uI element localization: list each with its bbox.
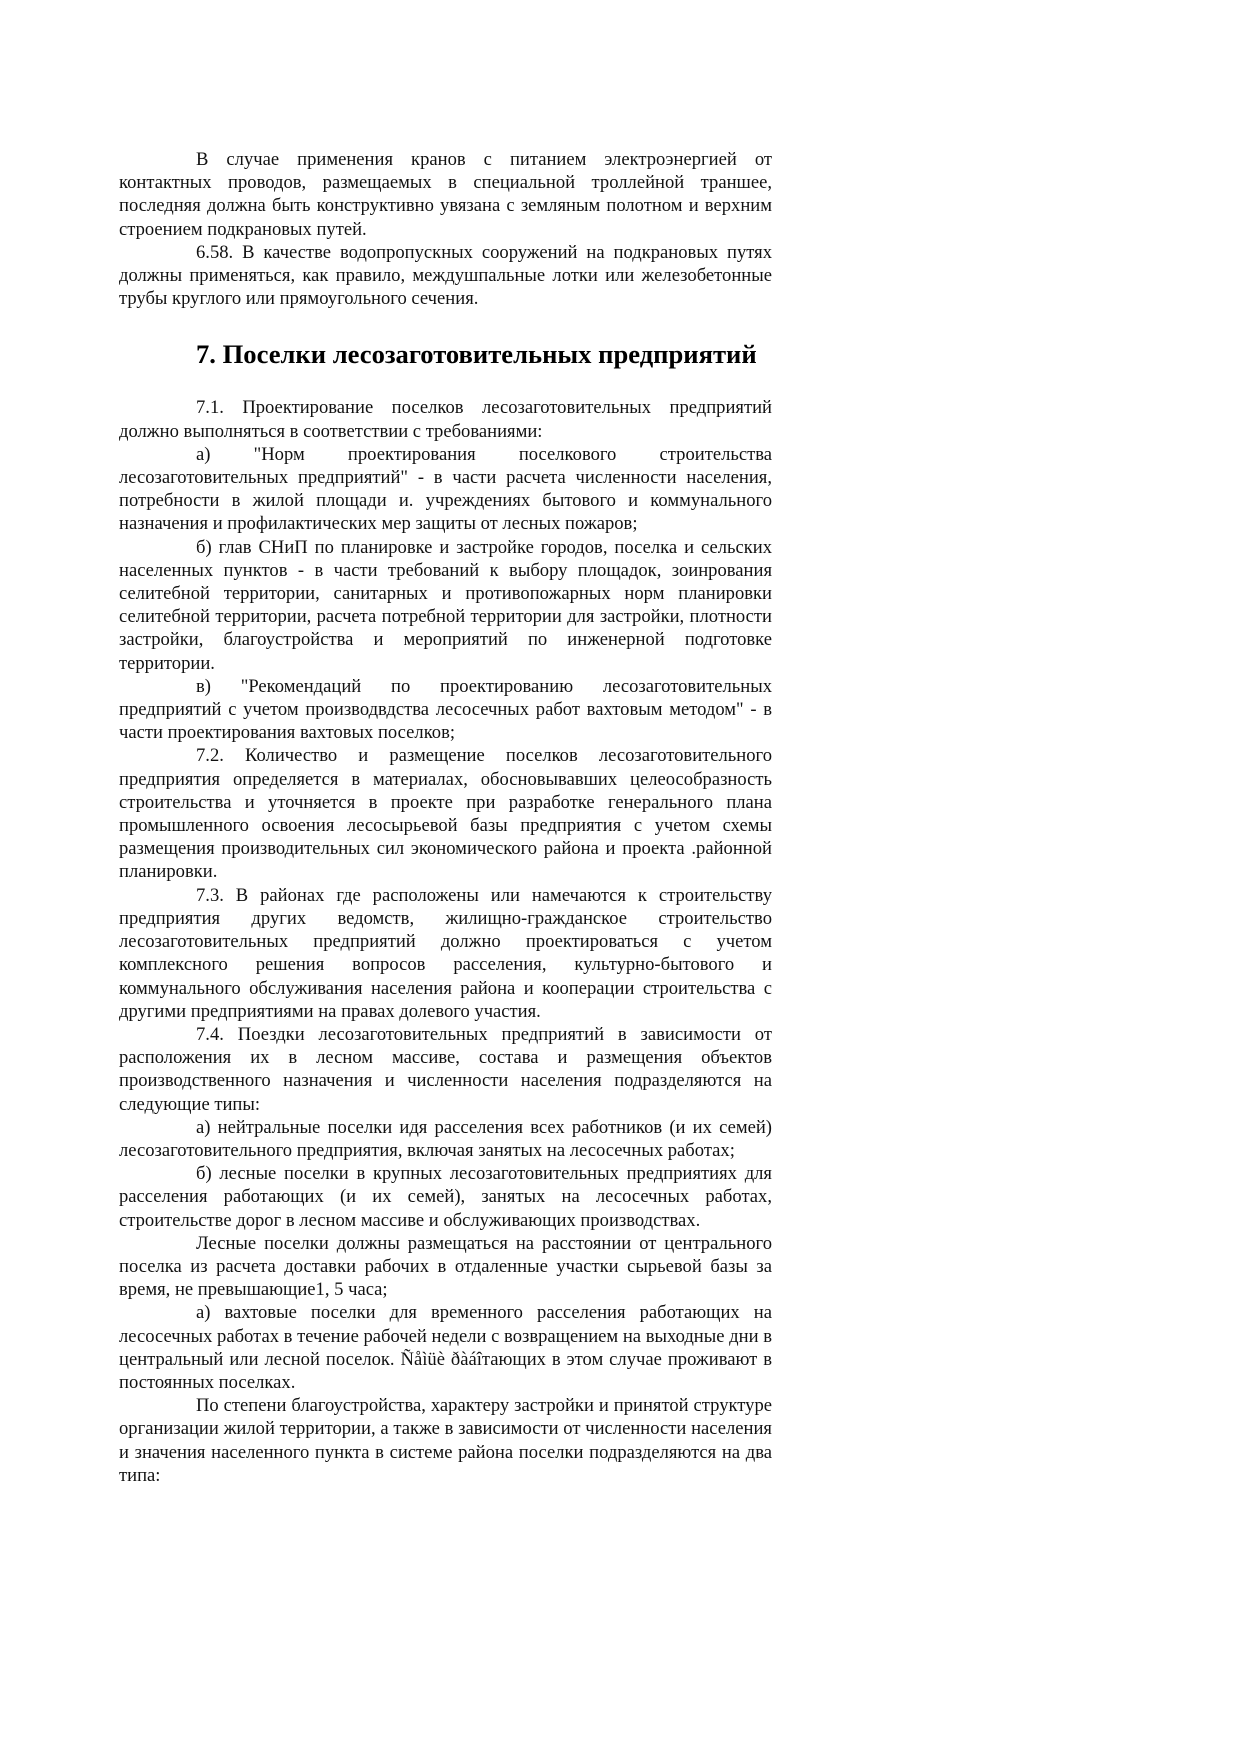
paragraph-7-1-b: б) глав СНиП по планировке и застройке городов, поселка и сельских населенных пунктов - в части требований к выбору площадок, зоинрования селитебной территории, санитарных и противопожарных норм планировки селитебной территории, расчета потребной территории для застройки, плотности застройки, благоустройства и мероприятий по инженерной подготовке территории. [119, 536, 772, 674]
paragraph-settlement-types: По степени благоустройства, характеру застройки и принятой структуре организации жилой территории, а также в зависимости от численности населения и значения населенного пункта в системе района поселки подразделяются на два типа: [119, 1395, 772, 1486]
paragraph-7-1-v: в) "Рекомендаций по проектированию лесозаготовительных предприятий с учетом производвдства лесосечных работ вахтовым методом" - в части проектирования вахтовых поселков; [119, 675, 772, 744]
paragraph-shift-settlements: а) вахтовые поселки для временного расселения работающих на лесосечных работах в течение рабочей недели с возвращением на выходные дни в центральный или лесной поселок. Ñåìüè ðàáîтающих в этом случае проживают в постоянных поселках. [119, 1302, 772, 1393]
paragraph-7-3: 7.3. В районах где расположены или намечаются к строительству предприятия других ведомств, жилищно-гражданское строительство лесозаготовительных предприятий должно проектироваться с учетом комплексного решения вопросов расселения, культурно-бытового и коммунального обслуживания населения района и кооперации строительства с другими предприятиями на правах долевого участия. [119, 884, 772, 1022]
paragraph-troll-trench: В случае применения кранов с питанием электроэнергией от контактных проводов, размещаемых в специальной троллейной траншее, последняя должна быть конструктивно увязана с земляным полотном и верхним строением подкрановых путей. [119, 149, 772, 240]
paragraph-forest-settlements: Лесные поселки должны размещаться на расстоянии от центрального поселка из расчета доставки рабочих в отдаленные участки сырьевой базы за время, не превышающие1, 5 часа; [119, 1232, 772, 1301]
paragraph-7-4-a: а) нейтральные поселки идя расселения всех работников (и их семей) лесозаготовительного предприятия, включая занятых на лесосечных работах; [119, 1116, 772, 1161]
paragraph-7-4-b: б) лесные поселки в крупных лесозаготовительных предприятиях для расселения работающих (и их семей), занятых на лесосечных работах, строительстве дорог в лесном массиве и обслуживающих производствах. [119, 1163, 772, 1231]
paragraph-7-2: 7.2. Количество и размещение поселков лесозаготовительного предприятия определяется в материалах, обосновывавших целеособразность строительства и уточняется в проекте при разработке генерального плана промышленного освоения лесосырьевой базы предприятия с учетом схемы размещения производительных сил экономического района и проекта .районной планировки. [119, 745, 772, 883]
paragraph-7-1-a: а) "Норм проектирования поселкового строительства лесозаготовительных предприятий" - в части расчета численности населения, потребности в жилой площади и. учреждениях бытового и коммунального назначения и профилактических мер защиты от лесных пожаров; [119, 443, 772, 535]
section-heading: 7. Поселки лесозаготовительных предприятий [196, 339, 757, 370]
paragraph-7-4: 7.4. Поездки лесозаготовительных предприятий в зависимости от расположения их в лесном массиве, состава и размещения объектов производственного назначения и численности населения подразделяются на следующие типы: [119, 1023, 772, 1115]
paragraph-6-58: 6.58. В качестве водопропускных сооружений на подкрановых путях должны применяться, как правило, междушпальные лотки или железобетонные трубы круглого или прямоугольного сечения. [119, 241, 772, 310]
document-page [119, 148, 772, 1487]
paragraph-7-1: 7.1. Проектирование поселков лесозаготовительных предприятий должно выполняться в соответствии с требованиями: [119, 397, 772, 442]
